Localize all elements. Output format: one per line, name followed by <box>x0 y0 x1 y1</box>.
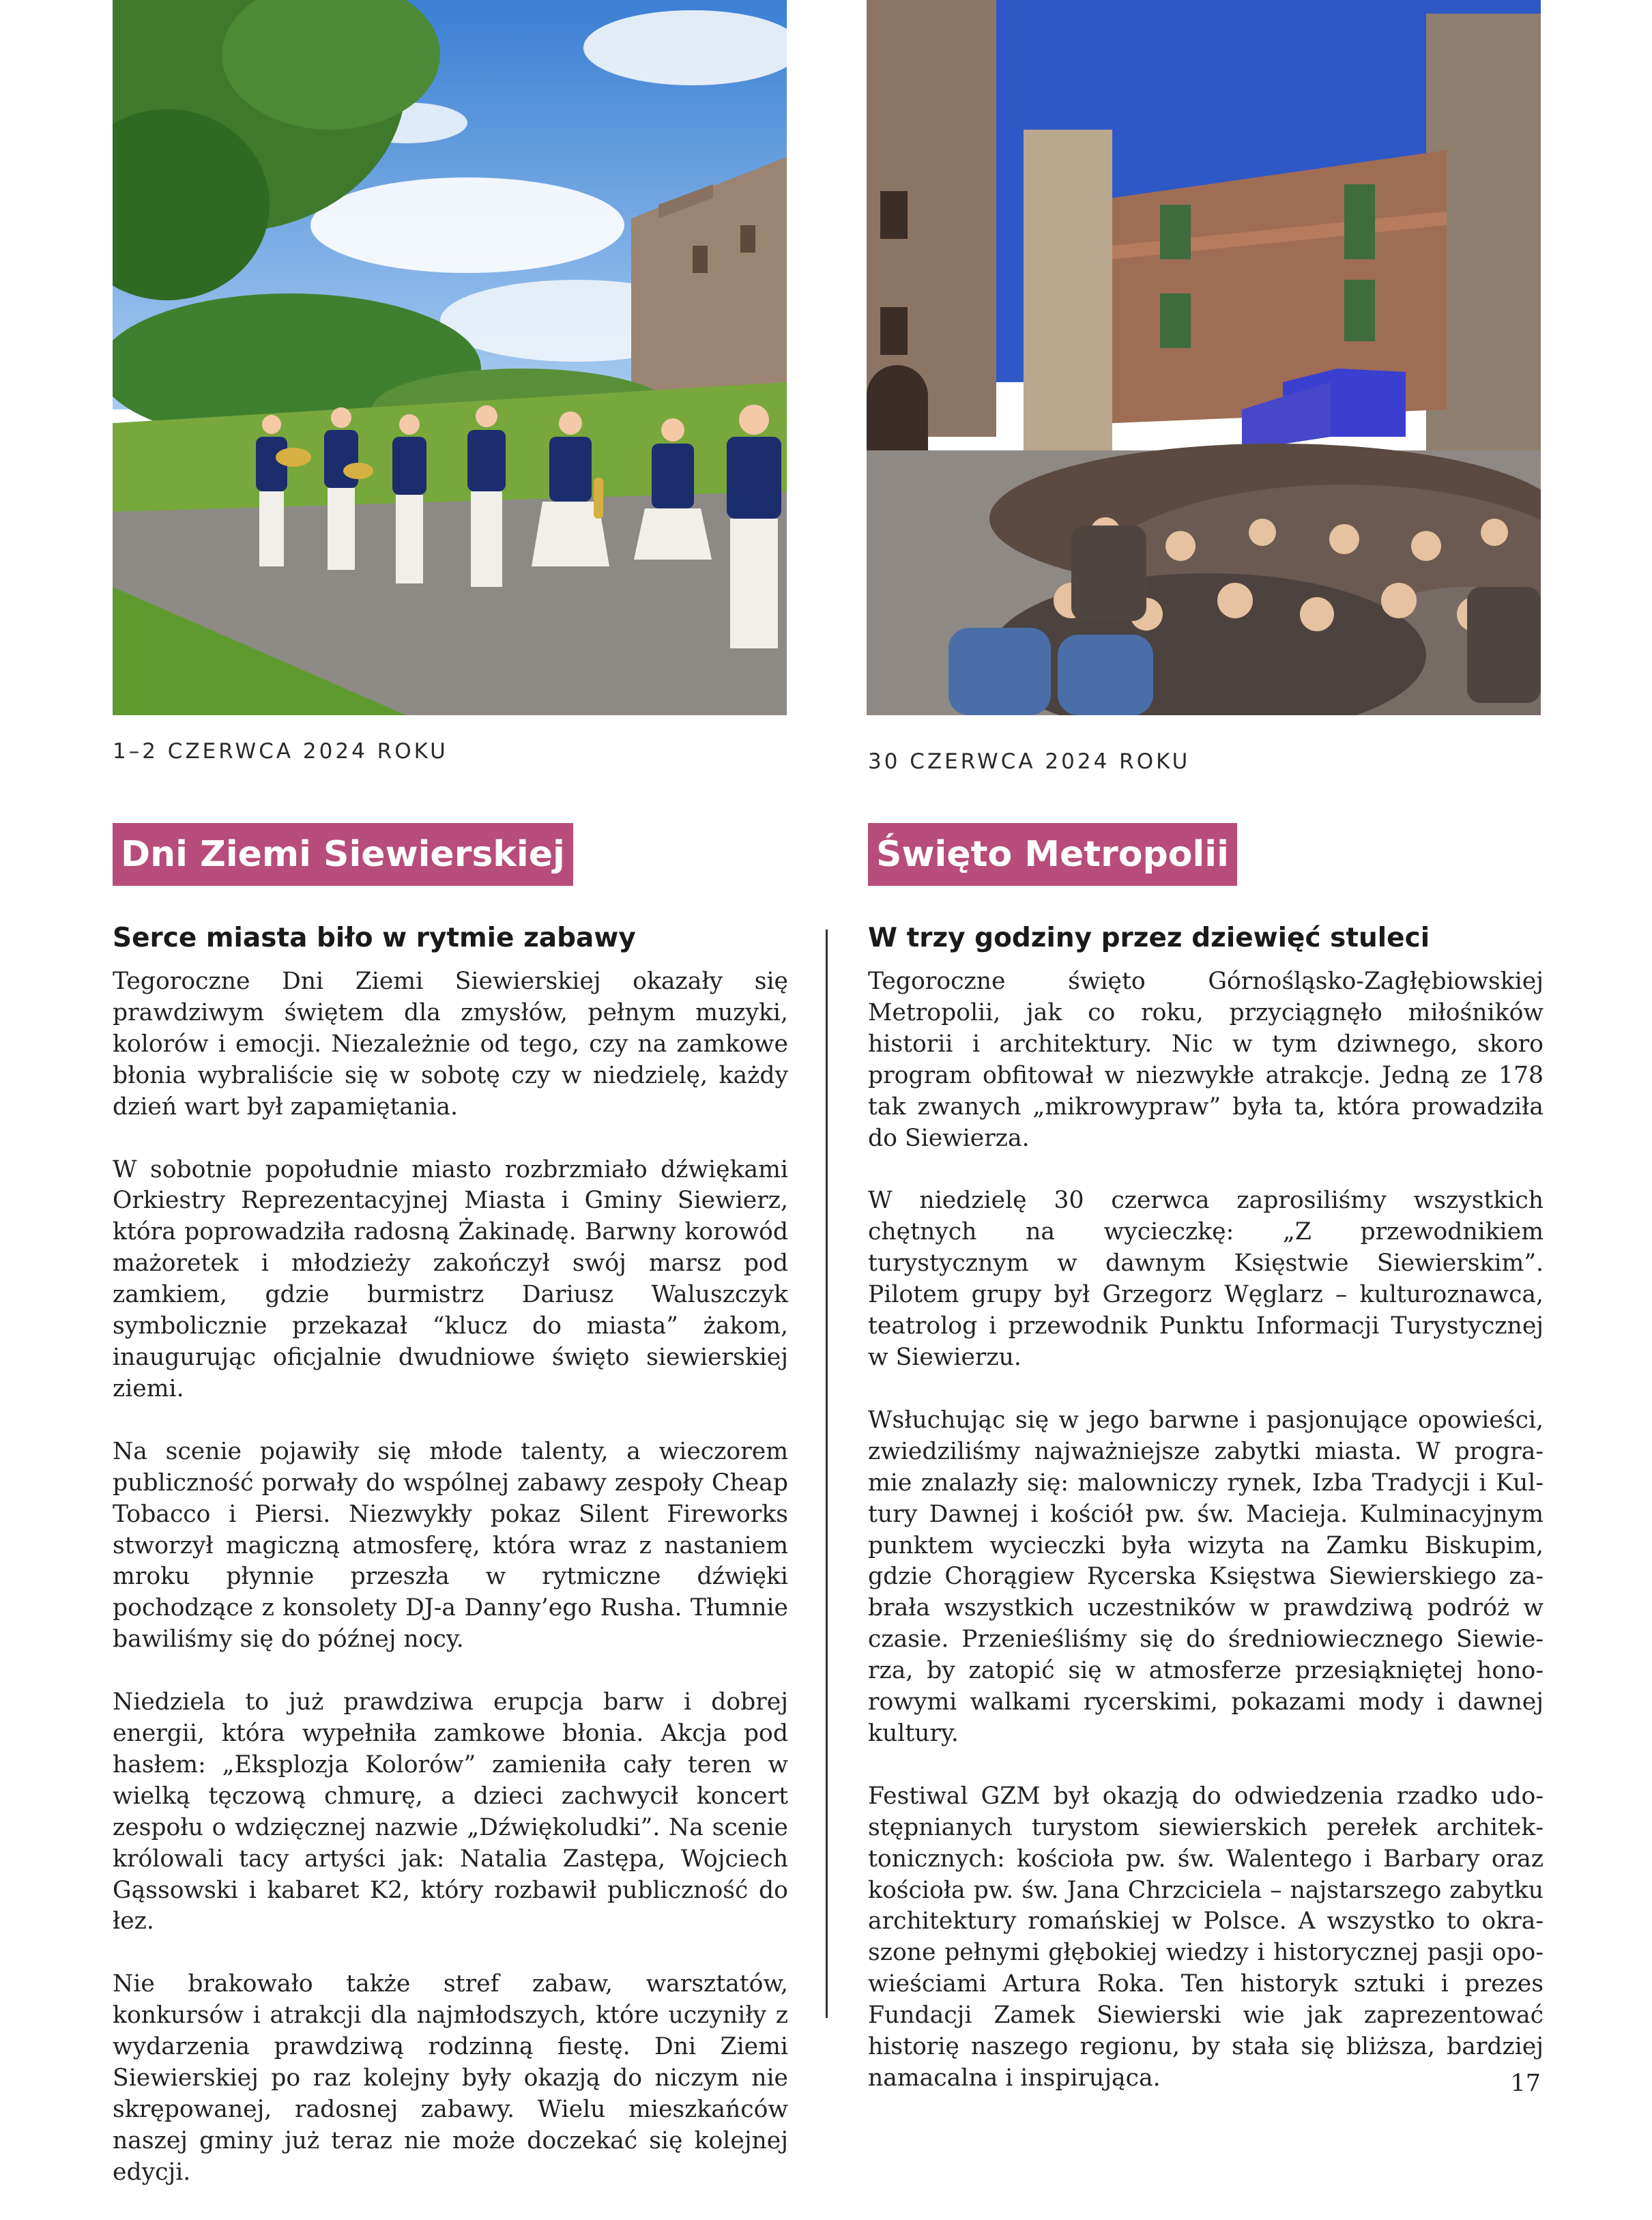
paragraph: W sobotnie popołudnie miasto rozbrzmiało dźwiękami Orkiestry Reprezentacyjnej Miasta i Gminy Siewierz, która poprowadziła radosną Żakinadę. Barwny korowód mażoretek i młodzieży zakończył swój marsz pod zamkiem, gdzie burmistrz Dariusz Waluszczyk symbolicznie przekazał “klucz do miasta” żakom, inaugurując oficjalnie dwudniowe święto siewierskiej ziemi. <box>113 1155 788 1402</box>
article-title-left: Dni Ziemi Siewierskiej <box>113 823 573 886</box>
article-subtitle-left: Serce miasta biło w rytmie zabawy <box>113 923 636 953</box>
marching-band-photo <box>113 0 787 715</box>
paragraph: W niedzielę 30 czerwca zaprosiliśmy wszystkich chętnych na wycieczkę: „Z przewodnikiem turystycznym w dawnym Księstwie Siewierskim”. Pilotem grupy był Grzegorz Węglarz – kulturoznawca, teatrolog i przewodnik Punktu Informacji Turystycznej w Siewierzu. <box>868 1187 1544 1371</box>
article-subtitle-right: W trzy godziny przez dziewięć stuleci <box>868 923 1430 953</box>
paragraph: Tegoroczne święto Górnośląsko-Zagłębiowskiej Metropolii, jak co roku, przyciągnęło miłośników historii i architektury. Nic w tym dziwnego, skoro program obfitował w niezwykłe atrakcje. Jedną ze 178 tak zwanych „mikrowypraw” była ta, która prowadziła do Siewierza. <box>868 968 1544 1152</box>
paragraph: Na scenie pojawiły się młode talenty, a wieczorem publiczność porwały do wspólnej zabawy zespoły Cheap Tobacco i Piersi. Niezwykły pokaz Silent Fireworks stworzył magiczną atmosferę, która wraz z nastaniem mroku płynnie przeszła w rytmiczne dźwięki pochodzące z konsolety DJ-a Danny’ego Rusha. Tłumnie bawiliśmy się do późnej nocy. <box>113 1437 788 1654</box>
paragraph: Wsłuchując się w jego barwne i pasjonujące opowieści, zwiedziliśmy najważniejsze zabytki miasta. W programie znalazły się: malowniczy rynek, Izba Tradycji i Kultury Dawnej i kościół pw. św. Macieja. Kulminacyjnym punktem wycieczki była wizyta na Zamku Biskupim, gdzie Chorągiew Rycerska Księstwa Siewierskiego zabrała wszystkich uczestników w prawdziwą podróż w czasie. Przenieśliśmy się do średniowiecznego Siewierza, by zatopić się w atmosferze przesiąkniętej honorowymi walkami rycerskimi, pokazami mody i dawnej kultury. <box>868 1406 1544 1747</box>
paragraph: Festiwal GZM był okazją do odwiedzenia rzadko udostępnianych turystom siewierskich perełek architektonicznych: kościoła pw. św. Walentego i Barbary oraz kościoła pw. św. Jana Chrzciciela – najstarszego zabytku architektury romańskiej w Polsce. A wszystko to okraszone pełnymi głębokiej wiedzy i historycznej pasji opowieściami Artura Roka. Ten historyk sztuki i prezes Fundacji Zamek Siewierski wie jak zaprezentować historię naszego regionu, by stała się bliższa, bardziej namacalna i inspirująca. <box>868 1782 1544 2092</box>
event-date-left: 1–2 CZERWCA 2024 ROKU <box>113 739 448 764</box>
column-divider <box>826 929 828 2018</box>
article-body-right <box>868 966 1544 2126</box>
article-title-right: Święto Metropolii <box>868 823 1237 886</box>
paragraph: Tegoroczne Dni Ziemi Siewierskiej okazały się prawdziwym świętem dla zmysłów, pełnym muzyki, kolorów i emocji. Niezależnie od tego, czy na zamkowe błonia wybraliście się w sobotę czy w niedzielę, każdy dzień wart był zapamiętania. <box>113 968 788 1121</box>
castle-ruins-crowd-photo <box>867 0 1541 715</box>
page-number: 17 <box>1510 2070 1541 2097</box>
event-date-right: 30 CZERWCA 2024 ROKU <box>868 749 1191 774</box>
paragraph: Niedziela to już prawdziwa erupcja barw i dobrej energii, która wypełniła zamkowe błonia. Akcja pod hasłem: „Eksplozja Kolorów” zamieniła cały teren w wielką tęczową chmurę, a dzieci zachwycił koncert zespołu o wdzięcznej nazwie „Dźwiękoludki”. Na scenie królowali tacy artyści jak: Natalia Zastępa, Wojciech Gąssowski i kabaret K2, który rozbawił publiczność do łez. <box>113 1688 788 1935</box>
paragraph: Nie brakowało także stref zabaw, warsztatów, konkursów i atrakcji dla najmłodszych, które uczyniły z wydarzenia prawdziwą rodzinną fiestę. Dni Ziemi Siewierskiej po raz kolejny były okazją do niczym nie skrępowanej, radosnej zabawy. Wielu mieszkańców naszej gminy już teraz nie może doczekać się kolejnej edycji. <box>113 1970 788 2186</box>
article-body-left <box>113 966 788 2220</box>
